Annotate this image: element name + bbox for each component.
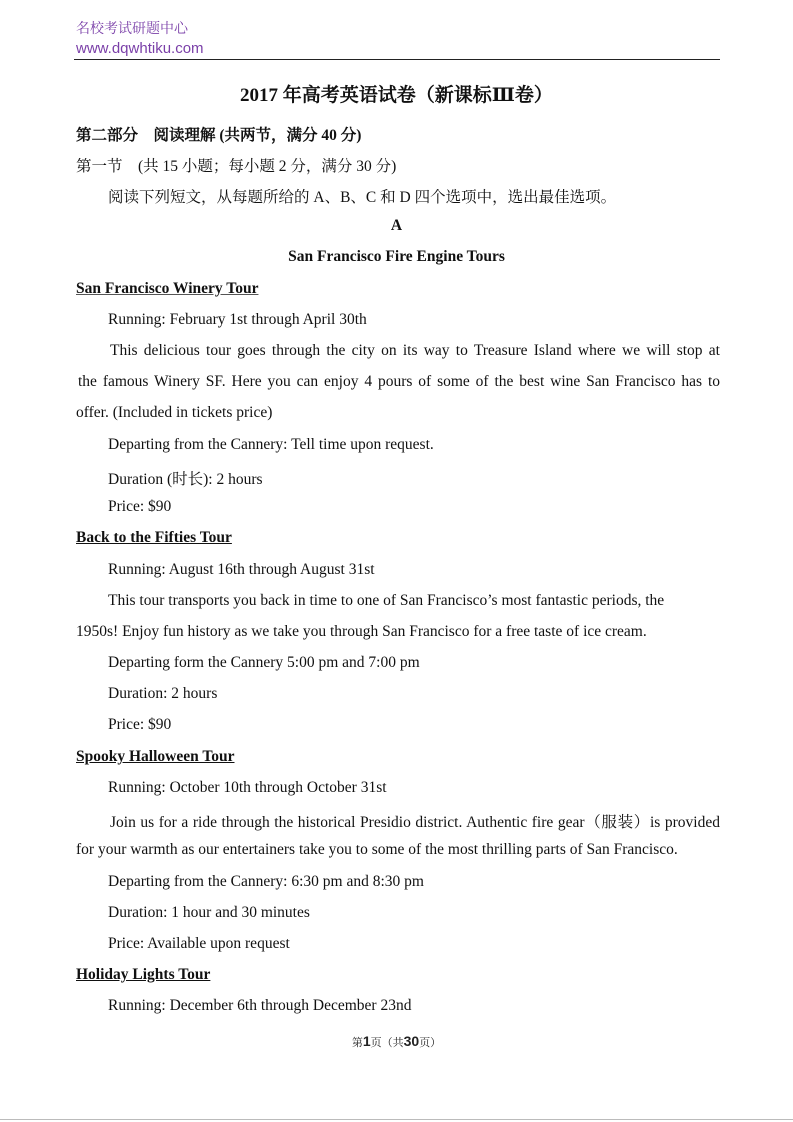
tour-price: Price: $90 <box>108 716 172 733</box>
tour-title-halloween: Spooky Halloween Tour <box>76 748 235 765</box>
tour-description: Join us for a ride through the historical Presidio district. Authentic fire gear（服装）is provided <box>110 814 720 831</box>
header-brand: 名校考试研题中心 <box>76 21 188 37</box>
tour-description: the famous Winery SF. Here you can enjoy 4 pours of some of the best wine San Francisco has to <box>78 373 720 390</box>
tour-departing: Departing from the Cannery: 6:30 pm and 8:30 pm <box>108 873 424 890</box>
tour-duration: Duration: 2 hours <box>108 685 218 702</box>
tour-description: offer. (Included in tickets price) <box>76 404 273 421</box>
tour-duration: Duration (时长): 2 hours <box>108 471 263 488</box>
passage-letter: A <box>390 217 403 234</box>
page-footer <box>0 1033 793 1050</box>
header-url[interactable]: www.dqwhtiku.com <box>76 40 204 57</box>
section-heading: 第一节 (共 15 小题；每小题 2 分，满分 30 分) <box>76 158 397 175</box>
part-heading: 第二部分 阅读理解 (共两节，满分 40 分) <box>76 127 362 144</box>
tour-description: This delicious tour goes through the city on its way to Treasure Island where we will stop at <box>110 342 720 359</box>
footer-prefix: 第 <box>351 1036 363 1049</box>
tour-title-fifties: Back to the Fifties Tour <box>76 529 232 546</box>
footer-mid: 页（共 <box>370 1036 404 1049</box>
page-total: 30 <box>403 1033 420 1049</box>
tour-description: 1950s! Enjoy fun history as we take you through San Francisco for a free taste of ice cream. <box>76 623 647 640</box>
tour-running: Running: December 6th through December 23nd <box>108 997 412 1014</box>
tour-description: This tour transports you back in time to one of San Francisco’s most fantastic periods, the <box>108 592 665 609</box>
tour-title-holiday: Holiday Lights Tour <box>76 966 211 983</box>
tour-title-winery: San Francisco Winery Tour <box>76 280 259 297</box>
footer-suffix: 页） <box>419 1036 442 1049</box>
tour-departing: Departing from the Cannery: Tell time upon request. <box>108 436 434 453</box>
tour-running: Running: February 1st through April 30th <box>108 311 367 328</box>
page-title: 2017 年高考英语试卷（新课标Ⅲ卷） <box>240 85 553 106</box>
instruction: 阅读下列短文，从每题所给的 A、B、C 和 D 四个选项中，选出最佳选项。 <box>108 189 617 206</box>
tour-description: for your warmth as our entertainers take you to some of the most thrilling parts of San Francisco. <box>76 841 678 858</box>
tour-duration: Duration: 1 hour and 30 minutes <box>108 904 310 921</box>
page-bottom-edge <box>0 1119 793 1120</box>
passage-title: San Francisco Fire Engine Tours <box>288 248 505 265</box>
header-divider <box>74 59 720 60</box>
tour-running: Running: August 16th through August 31st <box>108 561 375 578</box>
tour-price: Price: Available upon request <box>108 935 290 952</box>
tour-departing: Departing form the Cannery 5:00 pm and 7:00 pm <box>108 654 420 671</box>
tour-price: Price: $90 <box>108 498 172 515</box>
page-number: 1 <box>362 1033 371 1049</box>
tour-running: Running: October 10th through October 31st <box>108 779 387 796</box>
